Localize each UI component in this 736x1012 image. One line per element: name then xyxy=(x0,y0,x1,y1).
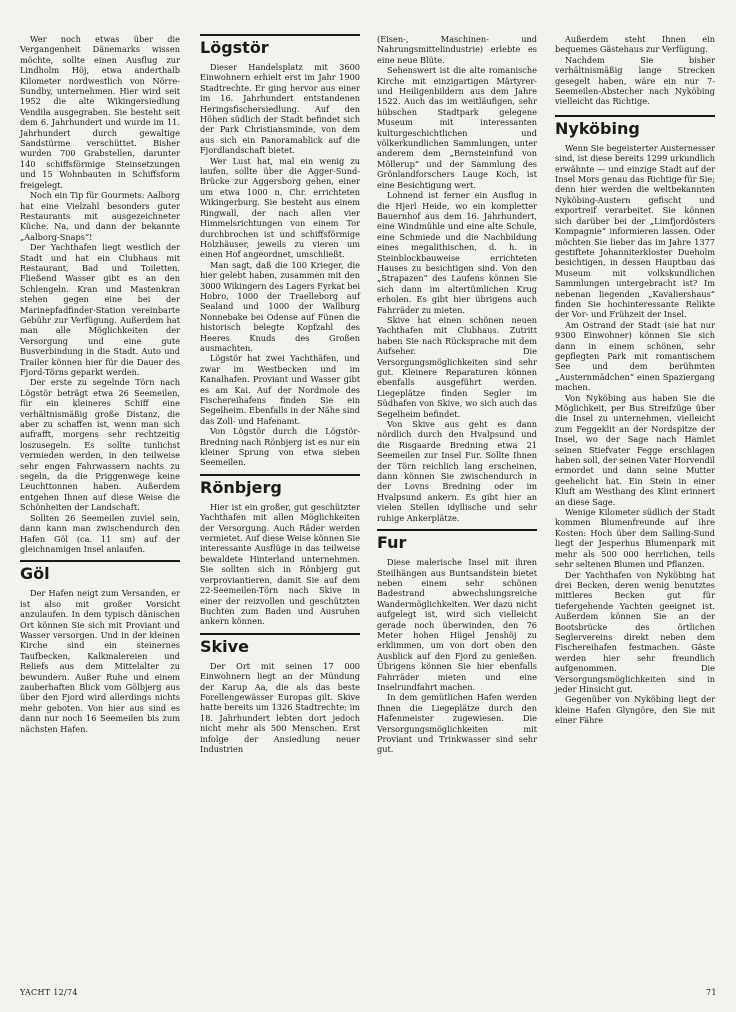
section-heading: Nyköbing xyxy=(555,115,715,139)
paragraph: Der Ort mit seinen 17 000 Einwohnern liegt an der Mündung der Karup Aa, die als das beste Forellengewässer Europas gilt. Skive hatte bereits um 1326 Stadtrechte; im 18. Jahrhundert lebten dort jedoch nicht mehr als 500 Menschen. Erst infolge der Ansiedlung neuer Industrien xyxy=(200,660,360,754)
paragraph: Sehenswert ist die alte romanische Kirche mit einzigartigen Märtyrer- und Heiligenbildern aus dem Jahre 1522. Auch das im weitläufigen, sehr hübschen Stadtpark gelegene Museum mit interessanten kulturgeschichtlichen und völkerkundlichen Sammlungen, unter anderem dem „Bernsteinfund von Möllerup“ und der Sammlung des Grönlandforschers Lauge Koch, ist eine Besichtigung wert. xyxy=(377,65,537,190)
paragraph: Dieser Handelsplatz mit 3600 Einwohnern erhielt erst im Jahr 1900 Stadtrechte. Er ging hervor aus einer im 16. Jahrhundert entstandenen Heringsfischersiedlung. Auf den Höhen südlich der Stadt befindet sich der Park Christiansminde, von dem aus sich ein Panoramablick auf die Fjordlandschaft bietet. xyxy=(200,62,360,156)
paragraph: Von Skive aus geht es dann nördlich durch den Hvalpsund und die Risgaarde Bredning etwa 21 Seemeilen zur Insel Fur. Sollte Ihnen der Törn reichlich lang erscheinen, dann können Sie zwischendurch in der Lovns Bredning oder im Hvalpsund ankern. Es gibt hier an vielen Stellen idyllische und sehr ruhige Ankerplätze. xyxy=(377,419,537,523)
paragraph: Der erste zu segelnde Törn nach Lögstör beträgt etwa 26 Seemeilen, für ein kleineres Schiff eine verhältnismäßig große Distanz, die aber zu schaffen ist, wenn man sich aufrafft, morgens sehr rechtzeitig loszusegeln. Es sollte tunlichst vermieden werden, in den teilweise sehr engen Fahrwassern nachts zu segeln, da die Priggenwege keine Leuchttonnen haben. Außerdem entgehen Ihnen auf diese Weise die Schönheiten der Landschaft. xyxy=(20,377,180,513)
paragraph: Wenige Kilometer südlich der Stadt kommen Blumenfreunde auf ihre Kosten: Hoch über dem Salling-Sund liegt der Jesperhus Blumenpark mit mehr als 500 000 herrlichen, teils sehr seltenen Blumen und Pflanzen. xyxy=(555,507,715,570)
paragraph: (Eisen-, Maschinen- und Nahrungsmittelindustrie) erlebte es eine neue Blüte. xyxy=(377,34,537,65)
paragraph: Gegenüber von Nyköbing liegt der kleine Hafen Glyngöre, den Sie mit einer Fähre xyxy=(555,694,715,726)
paragraph: Der Hafen neigt zum Versanden, er ist also mit großer Vorsicht anzulaufen. In dem typisch dänischen Ort können Sie sich mit Proviant und Wasser versorgen. Und in der kleinen Kirche sind ein steinernes Taufbecken, Kalkmalereien und Reliefs aus dem Mittelalter zu bewundern. Außer Ruhe und einem zauberhaften Blick vom Gölbjerg aus über den Fjord wird allerdings nichts mehr geboten. Von hier aus sind es dann nur noch 16 Seemeilen bis zum nächsten Hafen. xyxy=(20,588,180,734)
section-heading: Lögstör xyxy=(200,34,360,58)
section-heading: Rönbjerg xyxy=(200,474,360,498)
paragraph: Von Nyköbing aus haben Sie die Möglichkeit, per Bus Streifzüge über die Insel zu unternehmen, vielleicht zum Feggeklit an der Nordspitze der Insel, wo der Sage nach Hamlet seinen Stiefvater Fegge erschlagen haben soll, der seinen Vater Horvendil ermordet und dann seine Mutter geehelicht hat. Ein Stein in einer Kluft am Westhang des Klint erinnert an diese Sage. xyxy=(555,392,715,507)
paragraph: Hier ist ein großer, gut geschützter Yachthafen mit allen Möglichkeiten der Versorgung. Auch Räder werden vermietet. Auf diese Weise können Sie interessante Ausflüge in das teilweise bewaldete Hinterland unternehmen. Sie sollten sich in Rönbjerg gut verproviantieren, damit Sie auf dem 22-Seemeilen-Törn nach Skive in einer der reizvollen und geschützten Buchten zum Baden und Ausruhen ankern können. xyxy=(200,501,360,627)
paragraph: Der Yachthafen liegt westlich der Stadt und hat ein Clubhaus mit Restaurant, Bad und Toiletten. Fließend Wasser gibt es an den Schlengeln. Kran und Mastenkran stehen gegen eine bei der Marinepfadfinder-Station vereinbarte Gebühr zur Verfügung. Außerdem hat man alle Möglichkeiten der Versorgung und eine gute Busverbindung in die Stadt. Auto und Trailer können hier für die Dauer des Fjord-Törns geparkt werden. xyxy=(20,242,180,377)
text-column-1 xyxy=(20,34,180,734)
text-column-4 xyxy=(555,34,715,726)
paragraph: Wer noch etwas über die Vergangenheit Dänemarks wissen möchte, sollte einen Ausflug zur Lindholm Höj, etwa anderthalb Kilometer nordwestlich von Nörre-Sundby, unternehmen. Hier wird seit 1952 die alte Wikingersiedlung Vendila ausgegraben. Sie besteht seit dem 6. Jahrhundert und wurde im 11. Jahrhundert durch gewaltige Sandstürme verschüttet. Bisher wurden 700 Grabstellen, darunter 140 schiffsförmige Steinsetzungen und 15 Wohnbauten in Schiffsform freigelegt. xyxy=(20,34,180,190)
paragraph: Außerdem steht Ihnen ein bequemes Gästehaus zur Verfügung. xyxy=(555,34,715,55)
text-column-2 xyxy=(200,34,360,754)
section-heading: Skive xyxy=(200,633,360,657)
section-heading: Fur xyxy=(377,529,537,553)
text-column-3 xyxy=(377,34,537,755)
paragraph: Von Lögstör durch die Lögstör-Bredning nach Rönbjerg ist es nur ein kleiner Sprung von etwa sieben Seemeilen. xyxy=(200,426,360,468)
paragraph: Lögstör hat zwei Yachthäfen, und zwar im Westbecken und im Kanalhafen. Proviant und Wasser gibt es am Kai. Auf der Nordmole des Fischereihafens finden Sie ein Segelheim. Ebenfalls in der Nähe sind das Zoll- und Hafenamt. xyxy=(200,353,360,426)
paragraph: Wer Lust hat, mal ein wenig zu laufen, sollte über die Agger-Sund-Brücke zur Aggersborg gehen, einer um etwa 1000 n. Chr. errichteten Wikingerburg. Sie besteht aus einem Ringwall, der nach allen vier Himmelsrichtungen von einem Tor durchbrochen ist und schiffsförmige Holzhäuser, jeweils zu vieren um einen Hof angeordnet, umschließt. xyxy=(200,155,360,260)
paragraph: In dem gemütlichen Hafen werden Ihnen die Liegeplätze durch den Hafenmeister zugewiesen. Die Versorgungsmöglichkeiten mit Proviant und Trinkwasser sind sehr gut. xyxy=(377,692,537,755)
paragraph: Man sagt, daß die 100 Krieger, die hier gelebt haben, zusammen mit den 3000 Wikingern des Lagers Fyrkat bei Hobro, 1000 der Traelleborg auf Sealand und 1000 der Wallburg Nonnebake bei Odense auf Fünen die historisch belegte Kopfzahl des Heeres Knuds des Großen ausmachten. xyxy=(200,259,360,353)
paragraph: Skive hat einen schönen neuen Yachthafen mit Clubhaus. Zutritt haben Sie nach Rücksprache mit dem Aufseher. Die Versorgungsmöglichkeiten sind sehr gut. Kleinere Reparaturen können ebenfalls ausgeführt werden. Liegeplätze finden Segler im Südhafen von Skive, wo sich auch das Segelheim befindet. xyxy=(377,314,537,419)
paragraph: Diese malerische Insel mit ihren Steilhängen aus Buntsandstein bietet neben einem sehr schönen Badestrand abwechslungsreiche Wandermöglichkeiten. Wer dazu nicht aufgelegt ist, wird sich vielleicht gerade noch überwinden, den 76 Meter hohen Hügel Jenshöj zu erklimmen, um von dort oben den Ausblick auf den Fjord zu genießen. Übrigens können Sie hier ebenfalls Fahrräder mieten und eine Inselrundfahrt machen. xyxy=(377,557,537,692)
paragraph: Noch ein Tip für Gourmets: Aalborg hat eine Vielzahl besonders guter Restaurants mit ausgezeichneter Küche. Na, und dann der bekannte „Aalborg-Snaps“! xyxy=(20,190,180,242)
magazine-issue-label: YACHT 12/74 xyxy=(20,988,78,997)
paragraph: Der Yachthafen von Nyköbing hat drei Becken, deren wenig benutztes mittleres Becken gut für tiefergehende Yachten geeignet ist. Außerdem können Sie an der Bootsbrücke des örtlichen Seglervereins direkt neben dem Fischereihafen festmachen. Gäste werden hier sehr freundlich aufgenommen. Die Versorgungsmöglichkeiten sind in jeder Hinsicht gut. xyxy=(555,569,715,694)
paragraph: Am Ostrand der Stadt (sie hat nur 9300 Einwohner) können Sie sich dann in einem schönen, sehr gepflegten Park mit romantischem See und dem berühmten „Austernmädchen“ einen Spaziergang machen. xyxy=(555,319,715,393)
paragraph: Sollten 26 Seemeilen zuviel sein, dann kann man zwischendurch den Hafen Göl (ca. 11 sm) auf der gleichnamigen Insel anlaufen. xyxy=(20,512,180,554)
paragraph: Lohnend ist ferner ein Ausflug in die Hjerl Heide, wo ein kompletter Bauernhof aus dem 16. Jahrhundert, eine Windmühle und eine alte Schule, eine Schmiede und die Nachbildung eines megalithischen, d. h. in Steinblockbauweise errichteten Hauses zu besichtigen sind. Von den „Strapazen“ des Laufens können Sie sich dann im altertümlichen Krug erholen. Es gibt hier übrigens auch Fahrräder zu mieten. xyxy=(377,190,537,315)
page-number: 71 xyxy=(706,988,717,997)
section-heading: Göl xyxy=(20,560,180,584)
paragraph: Nachdem Sie bisher verhältnismäßig lange Strecken gesegelt haben, wäre ein nur 7-Seemeilen-Abstecher nach Nyköbing vielleicht das Richtige. xyxy=(555,54,715,107)
paragraph: Wenn Sie begeisterter Austernesser sind, ist diese bereits 1299 urkundlich erwähnte — und einzige Stadt auf der Insel Mors genau das Richtige für Sie; denn hier werden die weltbekannten Nyköbing-Austern gefischt und exportreif verarbeitet. Sie können sich darüber bei der „Limfjordösters Kompagnie“ informieren lassen. Oder möchten Sie lieber das im Jahre 1377 gestiftete Johanniterkloster Dueholm besichtigen, in dessen Hauptbau das Museum mit volkskundlichen Sammlungen untergebracht ist? Im nebenan liegenden „Kavaliershaus“ finden Sie hochinteressante Relikte der Vor- und Frühzeit der Insel. xyxy=(555,142,715,320)
